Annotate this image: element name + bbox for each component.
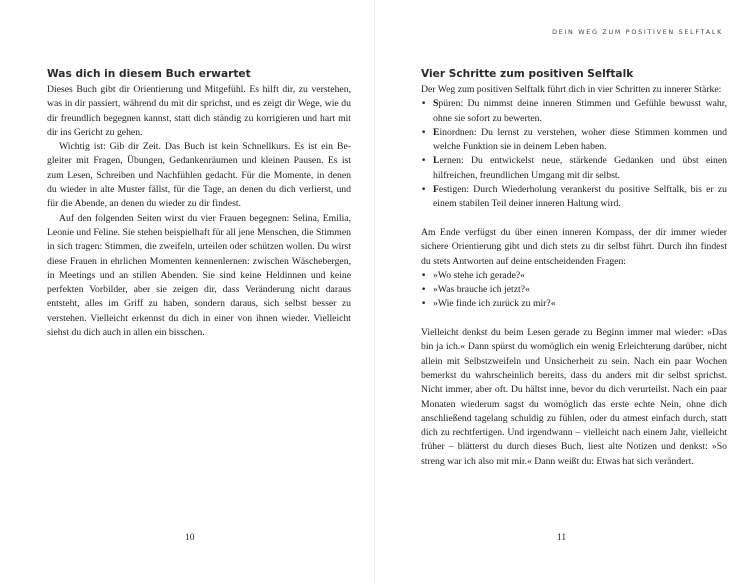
bullet-icon: • <box>421 156 427 167</box>
paragraph: Vielleicht denkst du beim Lesen gerade zu Beginn immer mal wieder: »Das bin ja ich.« Dann spürst du womöglich ein wenig Erleichterung darüber, nicht allein mit Selbstzweifeln und Unsicherheit zu sein. Nach ein paar Wochen bemerkst du wahrscheinlich bereits, dass du anders mit dir selbst sprichst. Nicht immer, aber oft. Du hältst inne, bevor du dich verurteilst. Nach ein paar Monaten wiederum sagst du womöglich das erste echte Nein, ohne dich anschließend tagelang schuldig zu fühlen, oder du atmest einfach durch, statt dich zu rechtfertigen. Und irgendwann – vielleicht nach einem Jahr, vielleicht früher – blätterst du durch dieses Buch, liest alte Notizen und denkst: »So streng war ich also mit mir.« Dann weißt du: Etwas hat sich verändert. <box>421 327 727 467</box>
step-initial: S <box>433 98 439 110</box>
step-initial: F <box>433 184 439 196</box>
paragraph: Am Ende verfügst du über einen inneren Kompass, der dir immer wieder sichere Orientierung gibt und dich stets zu dir selbst führt. Durch ihn findest du stets Antworten auf deine entscheidenden Fragen: <box>421 226 727 267</box>
section-heading-book-overview: Was dich in diesem Buch erwartet <box>47 68 251 80</box>
list-item <box>421 154 727 183</box>
page-number: 10 <box>185 533 195 543</box>
right-page <box>375 0 750 583</box>
paragraph: Der Weg zum positiven Selftalk führt dich in vier Schritten zu innerer Stärke: <box>421 84 722 95</box>
bullet-icon: • <box>421 99 427 110</box>
paragraph: Auf den folgenden Seiten wirst du vier Frauen begegnen: Selina, Emilia, Leonie und Feline. Sie stehen beispielhaft für all jene Menschen, die Stimmen in sich tragen: Stimmen, die zweifeln, urteilen oder schützen wollen. Du wirst diese Frauen in ehrlichen Momenten kennenlernen: zwischen Wäschebergen, in Meetings und an stillen Abenden. Sie sind keine Heldinnen und keine perfekten Vorbilder, aber sie zeigen dir, dass Veränderung nicht daraus entsteht, alles im Griff zu haben, sondern daraus, sich selbst besser zu verstehen. Vielleicht erkennst du dich in einer von ihnen wieder. Vielleicht siehst du dich auch in allen ein bisschen. <box>47 212 351 339</box>
right-text-column <box>421 67 727 469</box>
bullet-icon: • <box>421 127 427 138</box>
running-head: DEIN WEG ZUM POSITIVEN SELFTALK <box>552 28 723 36</box>
bullet-icon: • <box>421 285 427 296</box>
list-item <box>421 97 727 126</box>
questions-list <box>421 269 727 312</box>
step-text: ernen: Du entwickelst neue, stärkende Gedanken und übst einen hilfreichen, freundlichen Umgang mit dir selbst. <box>433 155 727 181</box>
bullet-icon: • <box>421 185 427 196</box>
left-text-column <box>47 67 351 340</box>
paragraph: Dieses Buch gibt dir Orientierung und Mitgefühl. Es hilft dir, zu verstehen, was in dir passiert, während du mit dir sprichst, und es zeigt dir Wege, wie du dir freundlich begegnen kannst, statt dich ständig zu korrigieren und hart mit dir ins Gericht zu gehen. <box>47 84 351 138</box>
paragraph: Wichtig ist: Gib dir Zeit. Das Buch ist kein Schnellkurs. Es ist ein Begleiter mit Fragen, Übungen, Gedankenräumen und kleinen Pausen. Es ist zum Lesen, Schreiben und Nachfühlen gedacht. Für die Momente, in denen du wieder in alte Muster fällst, für die Tage, an denen du dich verlierst, und für die Abende, an denen du wieder zu dir findest. <box>47 141 351 210</box>
bullet-icon: • <box>421 299 427 310</box>
question-text: »Was brauche ich jetzt?« <box>433 284 530 296</box>
step-initial: E <box>433 126 440 138</box>
paragraph-gap <box>421 312 727 326</box>
section-heading-four-steps: Vier Schritte zum positiven Selftalk <box>421 68 634 80</box>
question-text: »Wie finde ich zurück zu mir?« <box>433 298 556 310</box>
step-text: püren: Du nimmst deine inneren Stimmen und Gefühle bewusst wahr, ohne sie sofort zu bewerten. <box>433 98 727 124</box>
step-initial: L <box>433 155 440 167</box>
list-item <box>421 297 727 311</box>
bullet-icon: • <box>421 270 427 281</box>
steps-list <box>421 97 727 211</box>
list-item <box>421 283 727 297</box>
list-item <box>421 183 727 212</box>
page-number: 11 <box>557 533 567 543</box>
step-text: inordnen: Du lernst zu verstehen, woher diese Stimmen kommen und welche Funktion sie in deinem Leben haben. <box>433 126 727 153</box>
list-item <box>421 126 727 155</box>
question-text: »Wo stehe ich gerade?« <box>433 269 526 281</box>
step-text: estigen: Durch Wiederholung verankerst du positive Selftalk, bis er zu einem stabilen Teil deiner inneren Haltung wird. <box>433 184 727 210</box>
paragraph-gap <box>421 212 727 226</box>
list-item <box>421 269 727 283</box>
